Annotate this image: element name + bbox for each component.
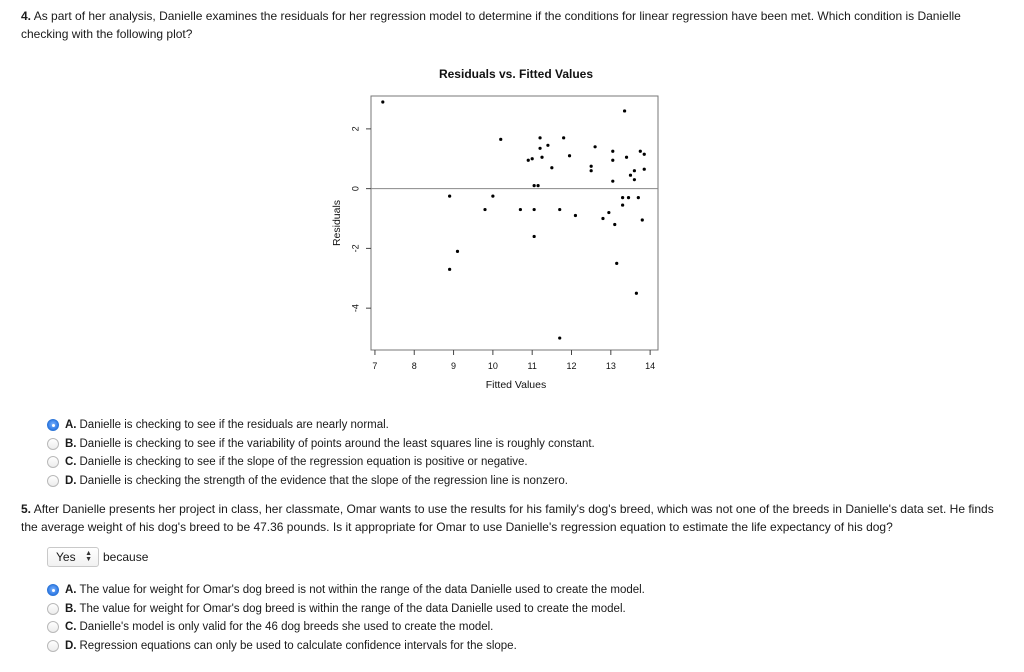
q4-option-b[interactable] bbox=[47, 435, 595, 454]
q4-option-d[interactable] bbox=[47, 472, 595, 491]
data-point bbox=[536, 184, 539, 187]
data-point bbox=[627, 196, 630, 199]
data-point bbox=[611, 150, 614, 153]
radio-button[interactable] bbox=[47, 438, 59, 450]
question-5-options bbox=[47, 581, 645, 655]
data-point bbox=[448, 195, 451, 198]
chart-title: Residuals vs. Fitted Values bbox=[438, 67, 594, 81]
option-text: Danielle is checking to see if the residuals are nearly normal. bbox=[79, 419, 389, 432]
data-point bbox=[538, 136, 541, 139]
data-point bbox=[527, 159, 530, 162]
data-point bbox=[483, 208, 486, 211]
data-point bbox=[491, 195, 494, 198]
data-point bbox=[601, 217, 604, 220]
radio-button[interactable] bbox=[47, 419, 59, 431]
data-point bbox=[538, 147, 541, 150]
option-letter: A. bbox=[65, 419, 77, 432]
data-point bbox=[533, 184, 536, 187]
option-letter: C. bbox=[65, 621, 77, 634]
x-tick-label: 9 bbox=[451, 361, 457, 371]
y-tick-label: -2 bbox=[350, 244, 361, 253]
data-point bbox=[611, 180, 614, 183]
question-5-text bbox=[21, 500, 1006, 536]
data-point bbox=[611, 159, 614, 162]
data-point bbox=[546, 144, 549, 147]
radio-button[interactable] bbox=[47, 584, 59, 596]
data-point bbox=[621, 203, 624, 206]
x-tick-label: 11 bbox=[527, 361, 537, 371]
data-point bbox=[381, 100, 384, 103]
yes-no-select[interactable] bbox=[47, 547, 99, 567]
data-point bbox=[550, 166, 553, 169]
data-point bbox=[568, 154, 571, 157]
data-point bbox=[613, 223, 616, 226]
option-text: The value for weight for Omar's dog breed is within the range of the data Danielle used to create the model. bbox=[79, 602, 626, 615]
data-point bbox=[643, 153, 646, 156]
radio-button[interactable] bbox=[47, 621, 59, 633]
data-point bbox=[635, 292, 638, 295]
radio-button[interactable] bbox=[47, 603, 59, 615]
x-tick-label: 13 bbox=[605, 361, 616, 371]
radio-button[interactable] bbox=[47, 640, 59, 652]
data-point bbox=[607, 211, 610, 214]
option-letter: B. bbox=[65, 602, 77, 615]
data-point bbox=[533, 208, 536, 211]
question-4-options bbox=[47, 416, 595, 490]
data-point bbox=[562, 136, 565, 139]
option-text: Danielle is checking to see if the slope of the regression equation is positive or negative. bbox=[79, 456, 528, 469]
data-point bbox=[558, 336, 561, 339]
question-4-prompt: As part of her analysis, Danielle examines the residuals for her regression model to determine if the conditions for linear regression have been met. Which condition is Danielle checking with the following plot? bbox=[21, 9, 961, 41]
data-point bbox=[633, 169, 636, 172]
x-tick-label: 8 bbox=[411, 361, 417, 371]
data-point bbox=[456, 250, 459, 253]
q5-option-c[interactable] bbox=[47, 618, 645, 637]
option-text: Danielle is checking the strength of the evidence that the slope of the regression line is nonzero. bbox=[79, 474, 568, 487]
data-point bbox=[574, 214, 577, 217]
q5-option-a[interactable] bbox=[47, 581, 645, 600]
x-tick-label: 12 bbox=[566, 361, 577, 371]
data-point bbox=[633, 178, 636, 181]
option-text: Danielle's model is only valid for the 46 dog breeds she used to create the model. bbox=[79, 621, 494, 634]
q4-option-c[interactable] bbox=[47, 453, 595, 472]
data-point bbox=[621, 196, 624, 199]
select-arrows-icon: ▲ ▼ bbox=[85, 550, 92, 563]
question-4-text bbox=[21, 7, 1001, 43]
data-point bbox=[615, 262, 618, 265]
option-text: The value for weight for Omar's dog breed is not within the range of the data Danielle used to create the model. bbox=[79, 584, 645, 597]
y-tick-label: 0 bbox=[350, 186, 361, 192]
q5-option-b[interactable] bbox=[47, 600, 645, 619]
question-5-number: 5. bbox=[21, 502, 32, 516]
select-value: Yes bbox=[56, 550, 76, 564]
radio-button[interactable] bbox=[47, 475, 59, 487]
y-axis-label: Residuals bbox=[331, 199, 343, 247]
answer-row bbox=[47, 547, 148, 567]
data-point bbox=[558, 208, 561, 211]
y-tick-label: 2 bbox=[350, 126, 361, 132]
data-point bbox=[519, 208, 522, 211]
option-letter: C. bbox=[65, 456, 77, 469]
data-point bbox=[629, 174, 632, 177]
data-point bbox=[499, 138, 502, 141]
data-point bbox=[641, 218, 644, 221]
q4-option-a[interactable] bbox=[47, 416, 595, 435]
data-point bbox=[643, 168, 646, 171]
radio-button[interactable] bbox=[47, 456, 59, 468]
question-5-prompt: After Danielle presents her project in class, her classmate, Omar wants to use the results for his family's dog's breed, which was not one of the breeds in Danielle's data set. He finds the average weight of his dog's breed to be 47.36 pounds. Is it appropriate for Omar to use Danielle's regression equation to estimate the life expectancy of his dog? bbox=[21, 502, 994, 534]
data-point bbox=[639, 150, 642, 153]
option-letter: B. bbox=[65, 437, 77, 450]
data-point bbox=[637, 196, 640, 199]
q5-option-d[interactable] bbox=[47, 637, 645, 656]
x-tick-label: 14 bbox=[645, 361, 656, 371]
option-text: Regression equations can only be used to calculate confidence intervals for the slope. bbox=[79, 639, 517, 652]
y-tick-label: -4 bbox=[350, 304, 361, 313]
data-point bbox=[540, 156, 543, 159]
data-point bbox=[533, 235, 536, 238]
option-letter: D. bbox=[65, 474, 77, 487]
option-text: Danielle is checking to see if the variability of points around the least squares line is roughly constant. bbox=[79, 437, 595, 450]
x-tick-label: 10 bbox=[487, 361, 498, 371]
because-label: because bbox=[103, 550, 149, 564]
data-point bbox=[623, 109, 626, 112]
data-point bbox=[625, 156, 628, 159]
residual-plot bbox=[330, 64, 670, 394]
x-tick-label: 7 bbox=[372, 361, 378, 371]
data-point bbox=[590, 169, 593, 172]
question-4-number: 4. bbox=[21, 9, 32, 23]
option-letter: D. bbox=[65, 639, 77, 652]
data-point bbox=[448, 268, 451, 271]
data-point bbox=[593, 145, 596, 148]
data-point bbox=[590, 165, 593, 168]
x-axis-label: Fitted Values bbox=[485, 379, 547, 391]
data-point bbox=[531, 157, 534, 160]
option-letter: A. bbox=[65, 584, 77, 597]
